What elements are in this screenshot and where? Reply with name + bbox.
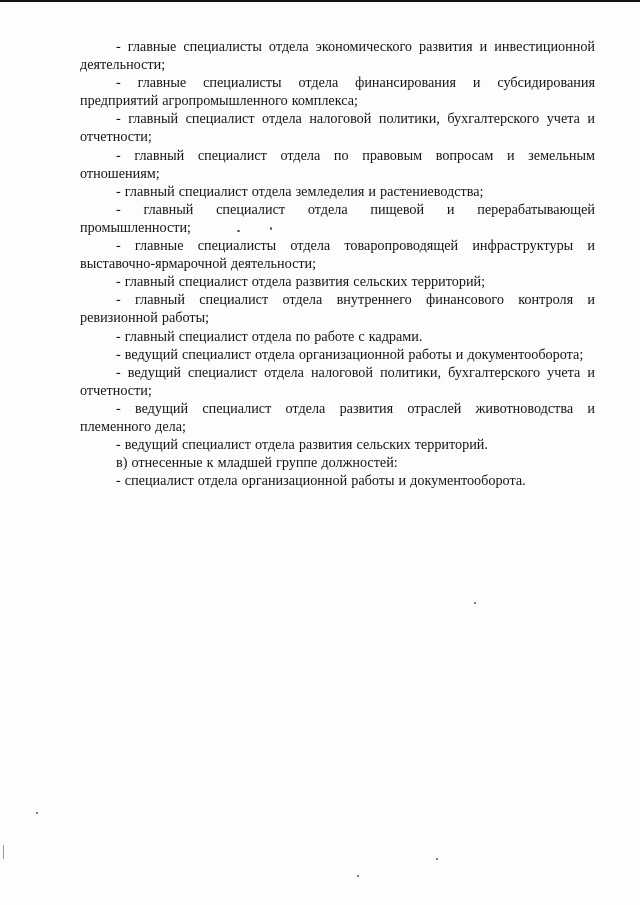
list-item: - главный специалист отдела по правовым вопросам и земельным отношениям; — [80, 147, 595, 182]
list-item: - ведущий специалист отдела развития сельских территорий. — [116, 437, 488, 454]
scan-speck — [237, 230, 240, 232]
scan-speck — [3, 845, 4, 859]
list-item: - ведущий специалист отдела организационной работы и документооборота; — [116, 346, 584, 363]
list-item: - главный специалист отдела внутреннего финансового контроля и ревизионной работы; — [80, 292, 595, 327]
list-item: - главные специалисты отдела финансирования и субсидирования предприятий агропромышленного комплекса; — [80, 75, 595, 110]
list-item: - главный специалист отдела развития сельских территорий; — [116, 274, 486, 291]
scan-speck — [474, 602, 476, 604]
list-item: - главный специалист отдела по работе с кадрами. — [116, 328, 423, 345]
list-item: - специалист отдела организационной работы и документооборота. — [116, 473, 526, 490]
scan-speck — [436, 858, 438, 860]
list-item: - ведущий специалист отдела налоговой политики, бухгалтерского учета и отчетности; — [80, 364, 595, 399]
list-item: - главный специалист отдела пищевой и перерабатывающей промышленности; — [80, 201, 595, 236]
document-body — [80, 38, 595, 490]
scan-speck — [357, 875, 359, 877]
list-item: - главные специалисты отдела экономического развития и инвестиционной деятельности; — [80, 39, 595, 74]
list-item: - главный специалист отдела налоговой политики, бухгалтерского учета и отчетности; — [80, 111, 595, 146]
list-item: - главные специалисты отдела товаропроводящей инфраструктуры и выставочно-ярмарочной деятельности; — [80, 238, 595, 273]
scan-speck — [36, 812, 38, 814]
list-item: - главный специалист отдела земледелия и растениеводства; — [116, 183, 484, 200]
list-item: - ведущий специалист отдела развития отраслей животноводства и племенного дела; — [80, 400, 595, 435]
scan-top-edge — [0, 0, 640, 2]
scan-speck — [270, 227, 272, 230]
section-heading: в) отнесенные к младшей группе должностей: — [116, 455, 398, 472]
